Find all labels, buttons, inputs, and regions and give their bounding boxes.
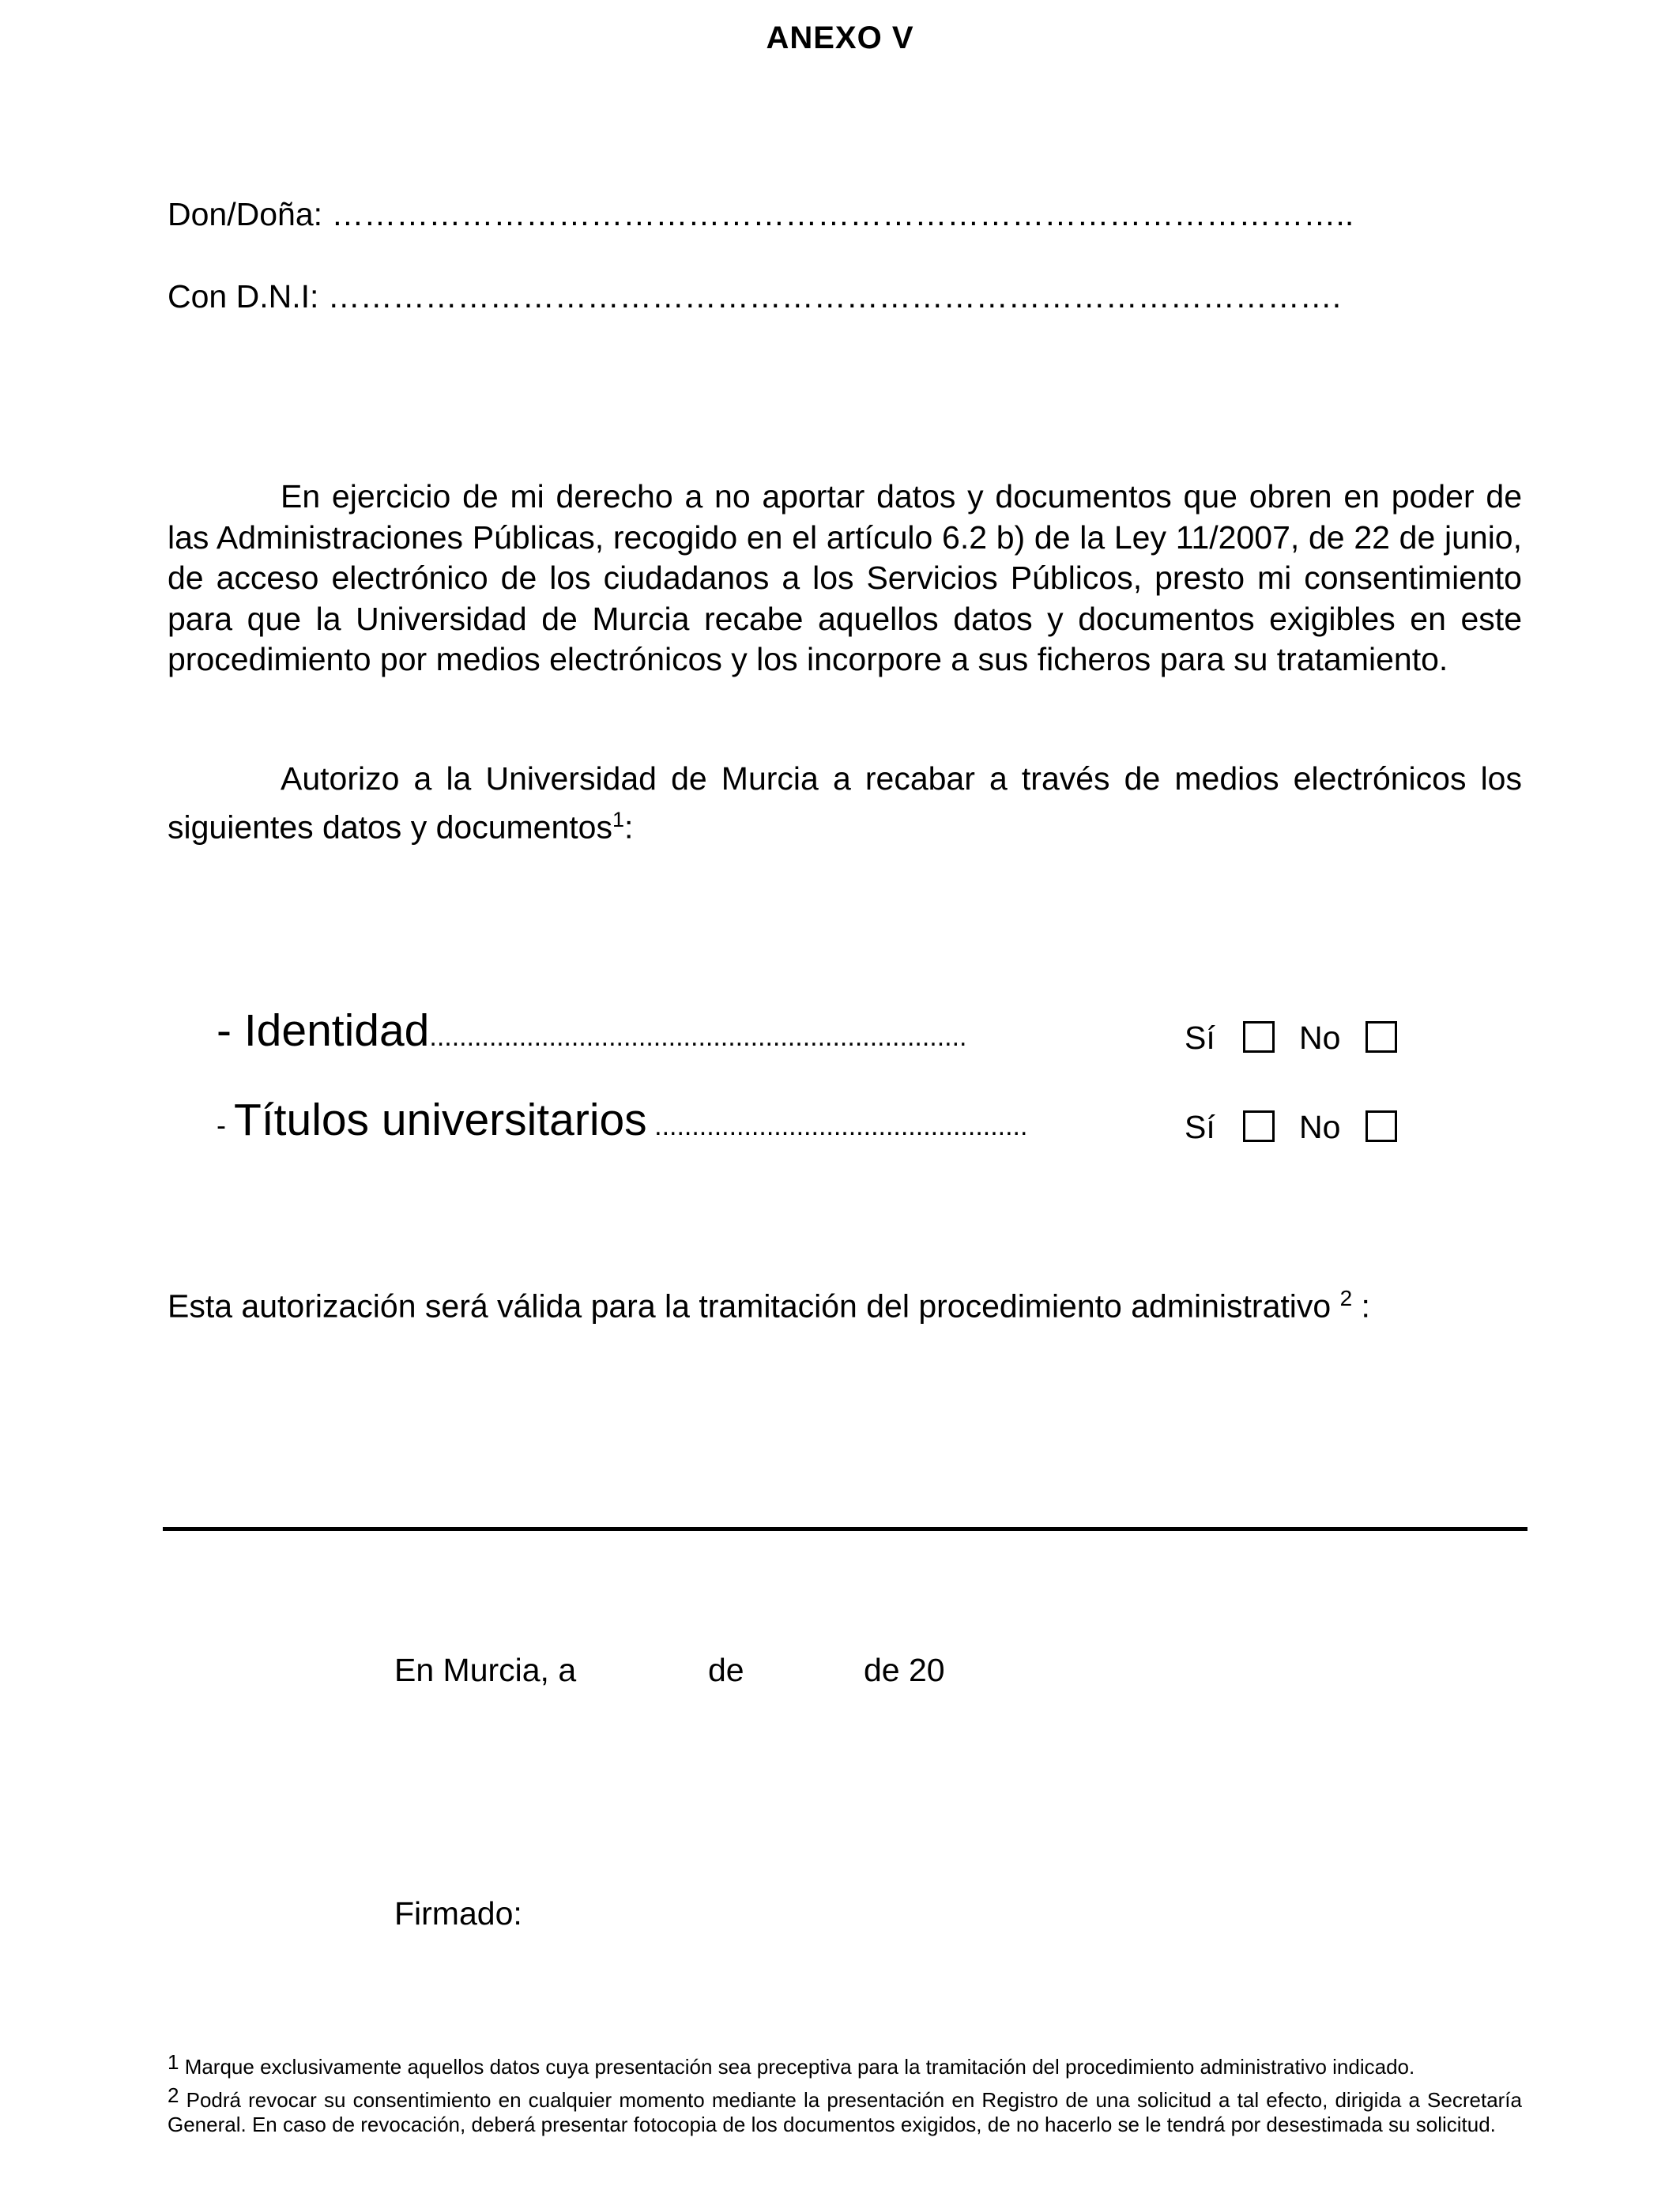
signature-label: Firmado: <box>394 1895 522 1932</box>
option-row-identidad <box>217 1005 1402 1065</box>
no-label: No <box>1299 1109 1341 1145</box>
footnote-1-text: Marque exclusivamente aquellos datos cuya presentación sea preceptiva para la tramitación del procedimiento administrativo indicado. <box>179 2055 1415 2079</box>
titulos-no-checkbox[interactable] <box>1365 1110 1397 1142</box>
option-label-titulos: Títulos universitarios <box>234 1095 647 1145</box>
footnote-1-number: 1 <box>168 2050 179 2074</box>
authorization-paragraph <box>168 759 1522 848</box>
date-de-year: de 20 <box>864 1652 945 1688</box>
no-label: No <box>1299 1020 1341 1056</box>
titulos-yes-checkbox[interactable] <box>1243 1110 1275 1142</box>
identidad-yes-checkbox[interactable] <box>1243 1021 1275 1053</box>
identidad-no-checkbox[interactable] <box>1365 1021 1397 1053</box>
dni-input-dots[interactable]: …………………………………………………………………………………. <box>327 278 1342 315</box>
authorization-suffix: : <box>623 809 634 846</box>
option-row-titulos <box>217 1095 1402 1154</box>
name-field-row <box>168 196 1354 233</box>
validity-statement <box>168 1286 1370 1325</box>
option-dash: - <box>217 1005 244 1056</box>
footnote-2-number: 2 <box>168 2083 179 2107</box>
dni-label: Con D.N.I: <box>168 278 319 315</box>
validity-suffix: : <box>1352 1287 1370 1325</box>
dni-field-row <box>168 278 1341 315</box>
option-leader-dots: .................................................. <box>646 1111 1028 1141</box>
footnote-2 <box>168 2083 1522 2137</box>
option-dash: - <box>217 1109 234 1141</box>
name-label: Don/Doña: <box>168 196 323 232</box>
validity-text: Esta autorización será válida para la tramitación del procedimiento administrativo <box>168 1287 1340 1325</box>
option-label-group <box>217 1094 1027 1146</box>
option-label-group <box>217 1005 967 1057</box>
procedure-input-line[interactable] <box>163 1527 1527 1531</box>
authorization-text: Autorizo a la Universidad de Murcia a recabar a través de medios electrónicos los siguientes datos y documentos <box>168 760 1522 846</box>
footnote-ref-1: 1 <box>612 807 624 831</box>
footnote-2-text: Podrá revocar su consentimiento en cualquier momento mediante la presentación en Registro de una solicitud a tal efecto, dirigida a Secretaría General. En caso de revocación, deberá presentar fotocopia de los documentos exigidos, de no hacerlo se le tendrá por desestimada su solicitud. <box>168 2088 1522 2136</box>
yes-label: Sí <box>1185 1109 1215 1145</box>
date-place: En Murcia, a <box>394 1652 577 1688</box>
document-title: ANEXO V <box>766 21 914 55</box>
consent-paragraph: En ejercicio de mi derecho a no aportar datos y documentos que obren en poder de las Administraciones Públicas, recogido en el artículo 6.2 b) de la Ley 11/2007, de 22 de junio, de acceso electrónico de los ciudadanos a los Servicios Públicos, presto mi consentimiento para que la Universidad de Murcia recabe aquellos datos y documentos exigibles en este procedimiento por medios electrónicos y los incorpore a sus ficheros para su tratamiento. <box>168 478 1522 677</box>
date-de-month: de <box>708 1652 744 1688</box>
name-input-dots[interactable]: ………………………………………………………………………………….. <box>331 196 1354 232</box>
footnote-1 <box>168 2050 1522 2079</box>
option-leader-dots: ........................................................................ <box>429 1022 967 1052</box>
footnote-ref-2: 2 <box>1339 1286 1353 1310</box>
option-label-identidad: Identidad <box>243 1005 430 1056</box>
yes-label: Sí <box>1185 1020 1215 1056</box>
